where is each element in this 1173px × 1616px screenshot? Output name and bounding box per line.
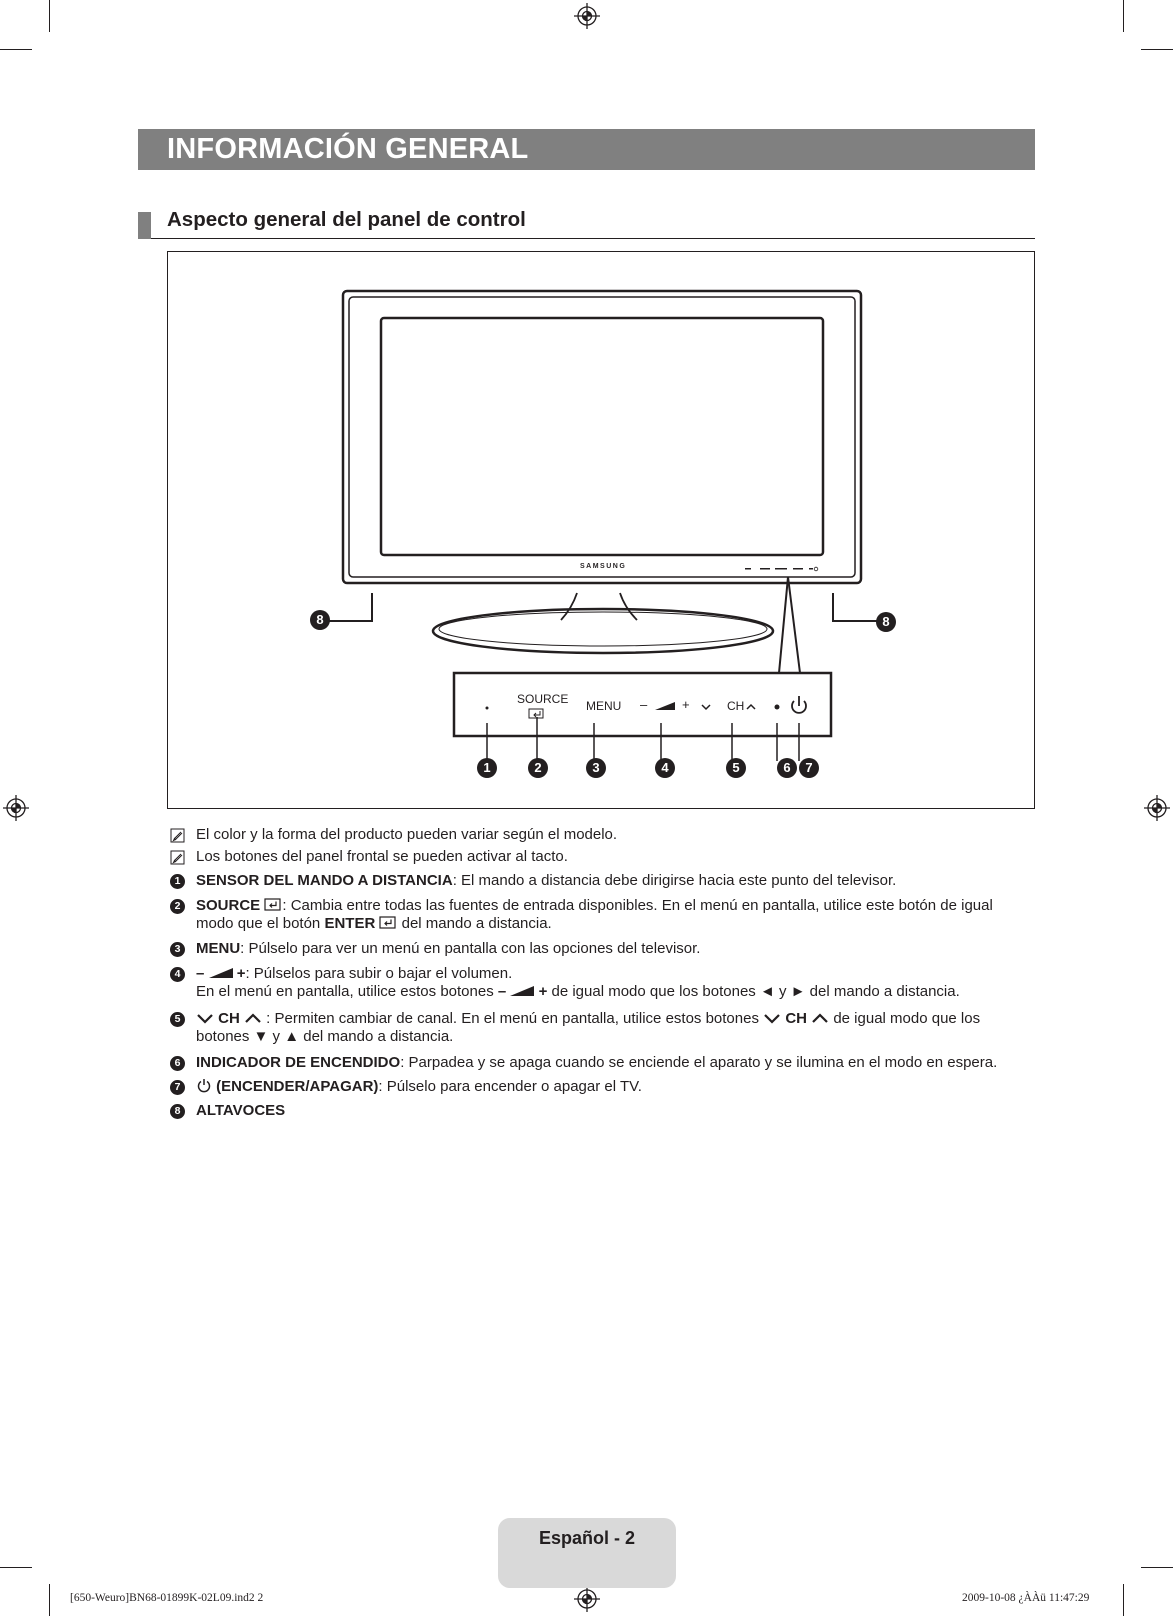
volume-ramp-icon bbox=[510, 985, 534, 997]
registration-mark-icon bbox=[1144, 795, 1170, 821]
note-icon bbox=[170, 850, 186, 866]
chevron-down-icon bbox=[196, 1012, 214, 1024]
print-file-info: [650-Weuro]BN68-01899K-02L09.ind2 2 bbox=[70, 1592, 264, 1604]
crop-mark bbox=[0, 1567, 32, 1568]
number-badge: 5 bbox=[170, 1012, 185, 1027]
panel-ch-label: CH bbox=[727, 699, 745, 713]
note-icon bbox=[170, 828, 186, 844]
chevron-up-icon bbox=[811, 1012, 829, 1024]
crop-mark bbox=[1123, 1584, 1124, 1616]
volume-ramp-icon bbox=[209, 967, 233, 979]
crop-mark bbox=[1141, 49, 1173, 50]
power-icon bbox=[792, 696, 806, 713]
crop-mark bbox=[49, 1584, 50, 1616]
number-badge: 6 bbox=[170, 1056, 185, 1071]
callout-badge: 7 bbox=[799, 758, 819, 778]
enter-icon bbox=[264, 898, 282, 911]
crop-mark bbox=[0, 49, 32, 50]
callout-badge: 5 bbox=[726, 758, 746, 778]
source-enter-icon bbox=[529, 709, 543, 718]
page-number-tab bbox=[498, 1518, 676, 1588]
crop-mark bbox=[1141, 1567, 1173, 1568]
callout-badge: 1 bbox=[477, 758, 497, 778]
tv-illustration bbox=[167, 251, 1035, 809]
chevron-up-icon bbox=[244, 1012, 262, 1024]
number-badge: 1 bbox=[170, 874, 185, 889]
callout-badge: 6 bbox=[777, 758, 797, 778]
number-badge: 8 bbox=[170, 1104, 185, 1119]
number-badge: 4 bbox=[170, 967, 185, 982]
page-title: INFORMACIÓN GENERAL bbox=[167, 133, 529, 165]
registration-mark-icon bbox=[3, 795, 29, 821]
power-icon bbox=[196, 1078, 212, 1093]
page-number: Español - 2 bbox=[538, 1528, 636, 1548]
enter-icon bbox=[379, 916, 397, 929]
registration-mark-icon bbox=[574, 3, 600, 29]
callout-badge: 4 bbox=[655, 758, 675, 778]
panel-source-label: SOURCE bbox=[517, 692, 569, 706]
callout-badge: 8 bbox=[310, 610, 330, 630]
print-date-info: 2009-10-08 ¿ÀÀü 11:47:29 bbox=[962, 1592, 1090, 1604]
brand-label: SAMSUNG bbox=[580, 563, 627, 570]
section-title: Aspecto general del panel de control bbox=[167, 208, 526, 231]
callout-badge: 3 bbox=[586, 758, 606, 778]
number-badge: 2 bbox=[170, 899, 185, 914]
number-badge: 3 bbox=[170, 942, 185, 957]
crop-mark bbox=[1123, 0, 1124, 32]
section-marker bbox=[138, 212, 151, 239]
panel-menu-label: MENU bbox=[586, 699, 622, 713]
chevron-down-icon bbox=[702, 705, 710, 709]
crop-mark bbox=[49, 0, 50, 32]
number-badge: 7 bbox=[170, 1080, 185, 1095]
callout-badge: 2 bbox=[528, 758, 548, 778]
panel-volume-minus: – bbox=[640, 697, 648, 712]
tv-bezel bbox=[343, 291, 861, 583]
chevron-down-icon bbox=[763, 1012, 781, 1024]
callout-badge: 8 bbox=[876, 612, 896, 632]
registration-mark-icon bbox=[574, 1586, 600, 1612]
panel-volume-plus: + bbox=[682, 697, 690, 712]
chevron-up-icon bbox=[747, 705, 755, 709]
section-rule bbox=[151, 238, 1035, 239]
tv-screen bbox=[381, 318, 823, 555]
page-title-bar bbox=[138, 129, 1035, 170]
